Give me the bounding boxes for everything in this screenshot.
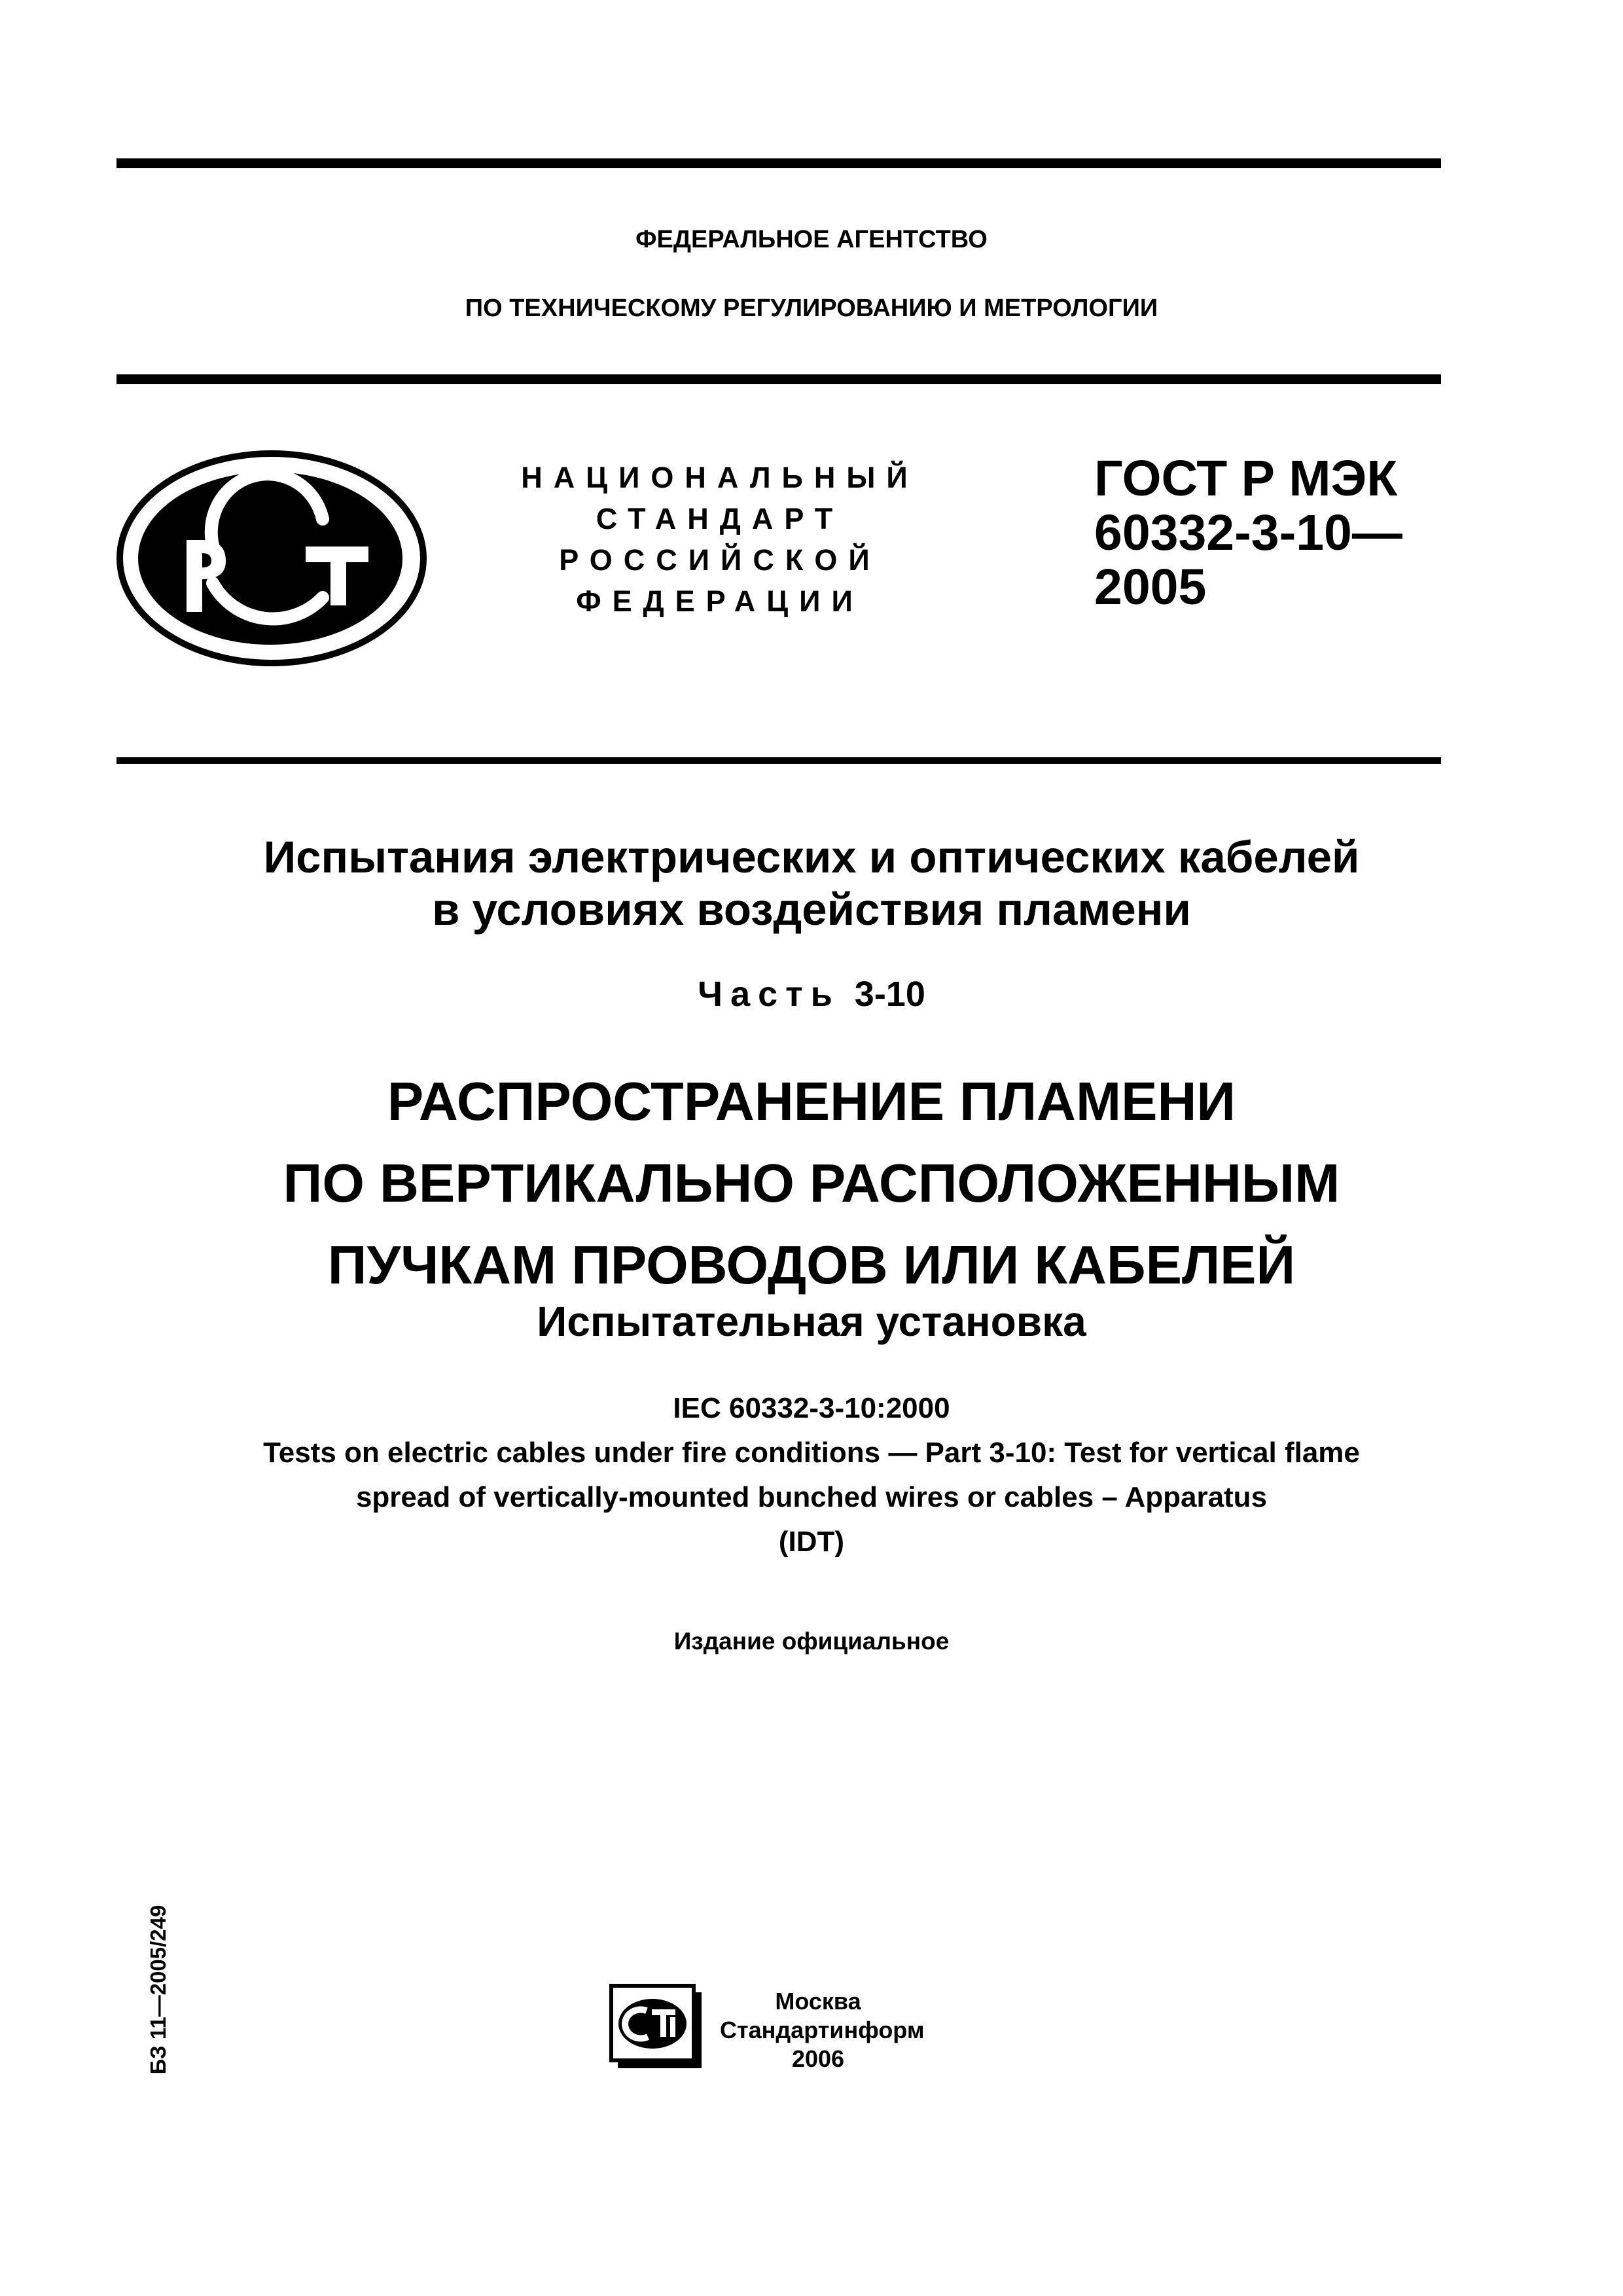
iec-title-line2: spread of vertically-mounted bunched wires or cables – Apparatus	[355, 1481, 1268, 1513]
iec-title-line1: Tests on electric cables under fire conditions — Part 3-10: Test for vertical flame	[263, 1437, 1360, 1469]
title-rule	[116, 757, 1441, 764]
publisher-name: Стандартинформ	[720, 2017, 925, 2043]
standard-designation	[1094, 452, 1402, 615]
main-title-line3: ПУЧКАМ ПРОВОДОВ ИЛИ КАБЕЛЕЙ	[327, 1234, 1296, 1295]
agency-name-line2: ПО ТЕХНИЧЕСКОМУ РЕГУЛИРОВАНИЮ И МЕТРОЛОГИИ	[465, 295, 1158, 322]
publisher-city: Москва	[775, 1988, 861, 2015]
main-title-line1: РАСПРОСТРАНЕНИЕ ПЛАМЕНИ	[387, 1071, 1236, 1132]
designation-line2: 60332-3-10—	[1094, 505, 1402, 561]
russian-title	[0, 831, 1623, 936]
iec-idt: (IDT)	[778, 1526, 845, 1558]
russian-title-line1: Испытания электрических и оптических кабелей	[263, 832, 1360, 882]
rst-certification-mark-icon	[115, 448, 429, 668]
national-standard-line4: ФЕДЕРАЦИИ	[576, 584, 864, 618]
top-rule	[116, 158, 1441, 168]
national-standard-line1: НАЦИОНАЛЬНЫЙ	[521, 461, 919, 494]
part-number	[0, 974, 1623, 1014]
main-title	[0, 1060, 1623, 1306]
iec-reference	[0, 1386, 1623, 1564]
national-standard-line3: РОССИЙСКОЙ	[559, 543, 881, 577]
agency-name-line1: ФЕДЕРАЛЬНОЕ АГЕНТСТВО	[635, 226, 988, 253]
subtitle: Испытательная установка	[537, 1298, 1086, 1345]
part-word: Часть	[698, 975, 840, 1014]
part-value: 3-10	[854, 975, 925, 1014]
publisher-year: 2006	[791, 2045, 845, 2072]
iec-code: IEC 60332-3-10:2000	[673, 1392, 950, 1424]
designation-line3: 2005	[1094, 559, 1207, 615]
edition-label: Издание официальное	[673, 1628, 950, 1655]
designation-line1: ГОСТ Р МЭК	[1094, 450, 1398, 507]
russian-title-line2: в условиях воздействия пламени	[432, 884, 1191, 935]
publisher-block	[720, 1987, 925, 2073]
side-note: БЗ 11—2005/249	[146, 1905, 170, 2075]
stdinform-logo-icon	[609, 1983, 704, 2071]
main-title-line2: ПО ВЕРТИКАЛЬНО РАСПОЛОЖЕННЫМ	[283, 1153, 1340, 1213]
national-standard-label	[484, 457, 955, 622]
national-standard-line2: СТАНДАРТ	[596, 502, 844, 535]
header-rule	[116, 374, 1441, 384]
